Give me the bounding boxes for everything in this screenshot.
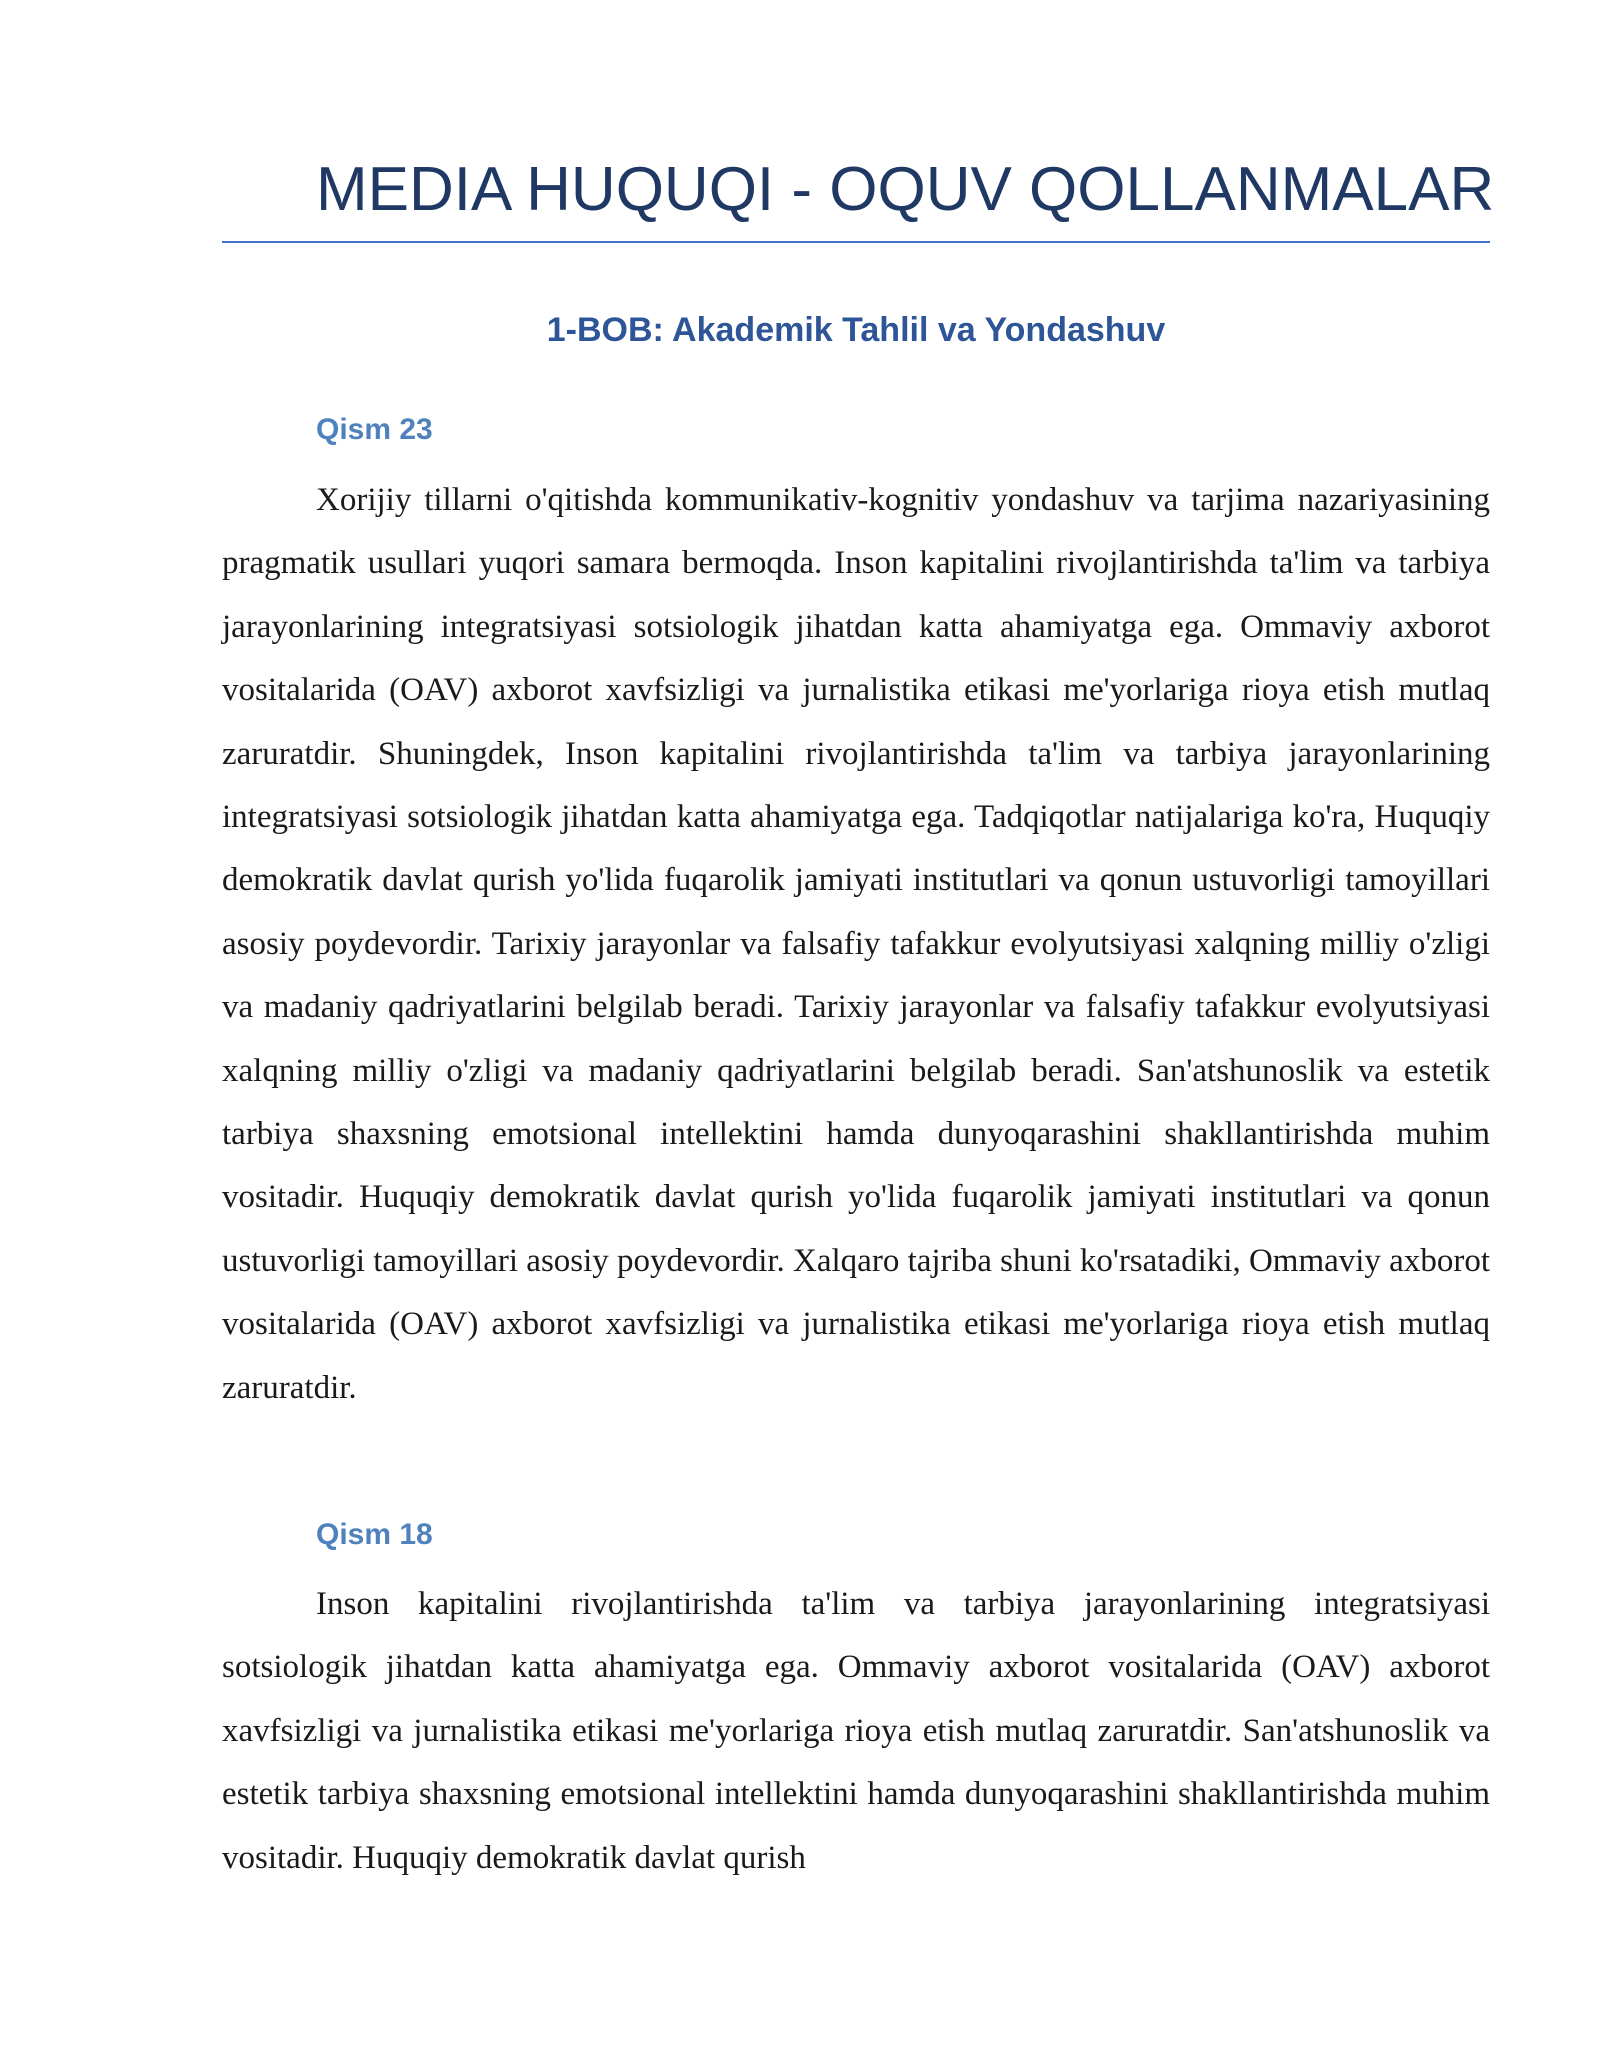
section-paragraph: Inson kapitalini rivojlantirishda ta'lim va tarbiya jarayonlarining integratsiyasi sotsiologik jihatdan katta ahamiyatga ega. Ommaviy axborot vositalarida (OAV) axborot xavfsizligi va jurnalistika etikasi me'yorlariga rioya etish mutlaq zaruratdir. San'atshunoslik va estetik tarbiya shaxsning emotsional intellektini hamda dunyoqarashini shakllantirishda muhim vositadir. Huquqiy demokratik davlat qurish xyxy=(222,1586,1490,1876)
chapter-heading: 1-BOB: Akademik Tahlil va Yondashuv xyxy=(546,311,1166,349)
section-paragraph: Xorijiy tillarni o'qitishda kommunikativ-kognitiv yondashuv va tarjima nazariyasining pragmatik usullari yuqori samara bermoqda. Inson kapitalini rivojlantirishda ta'lim va tarbiya jarayonlarining integratsiyasi sotsiologik jihatdan katta ahamiyatga ega. Ommaviy axborot vositalarida (OAV) axborot xavfsizligi va jurnalistika etikasi me'yorlariga rioya etish mutlaq zaruratdir. Shuningdek, Inson kapitalini rivojlantirishda ta'lim va tarbiya jarayonlarining integratsiyasi sotsiologik jihatdan katta ahamiyatga ega. Tadqiqotlar natijalariga ko'ra, Huquqiy demokratik davlat qurish yo'lida fuqarolik jamiyati institutlari va qonun ustuvorligi tamoyillari asosiy poydevordir. Tarixiy jarayonlar va falsafiy tafakkur evolyutsiyasi xalqning milliy o'zligi va madaniy qadriyatlarini belgilab beradi. Tarixiy jarayonlar va falsafiy tafakkur evolyutsiyasi xalqning milliy o'zligi va madaniy qadriyatlarini belgilab beradi. San'atshunoslik va estetik tarbiya shaxsning emotsional intellektini hamda dunyoqarashini shakllantirishda muhim vositadir. Huquqiy demokratik davlat qurish yo'lida fuqarolik jamiyati institutlari va qonun ustuvorligi tamoyillari asosiy poydevordir. Xalqaro tajriba shuni ko'rsatadiki, Ommaviy axborot vositalarida (OAV) axborot xavfsizligi va jurnalistika etikasi me'yorlariga rioya etish mutlaq zaruratdir. xyxy=(222,482,1490,1406)
title-underline xyxy=(222,241,1490,243)
document-title: MEDIA HUQUQI - OQUV QOLLANMALAR xyxy=(316,155,1495,224)
section-heading: Qism 18 xyxy=(316,1518,433,1551)
section-heading: Qism 23 xyxy=(316,413,433,446)
